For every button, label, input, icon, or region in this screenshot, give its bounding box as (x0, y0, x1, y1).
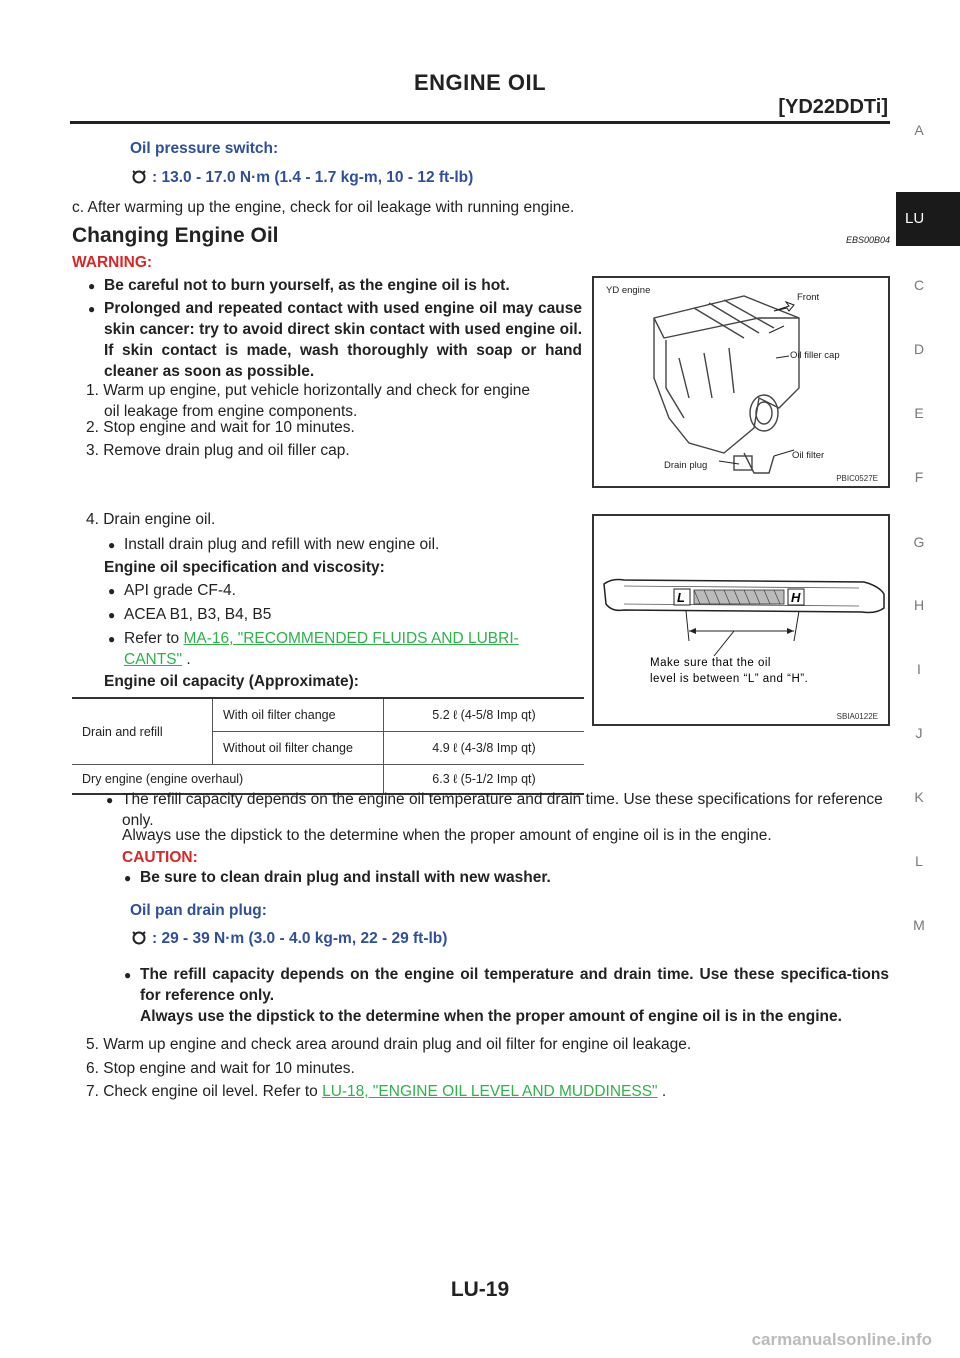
side-index-h[interactable]: H (913, 597, 925, 613)
table-cell: With oil filter change (213, 699, 384, 732)
link-recommended-fluids-cont[interactable]: CANTS" (124, 651, 183, 668)
side-index-i[interactable]: I (917, 661, 921, 677)
engine-illustration (594, 278, 888, 486)
torque-value-oil-pressure-switch: : 13.0 - 17.0 N·m (1.4 - 1.7 kg-m, 10 - 12 ft-lb) (130, 167, 473, 187)
side-index-lu-active[interactable]: LU (896, 192, 960, 246)
step-6: 6. Stop engine and wait for 10 minutes. (86, 1060, 355, 1077)
step-c: c. After warming up the engine, check for oil leakage with running engine. (72, 199, 575, 216)
step-1-cont: oil leakage from engine components. (104, 403, 358, 420)
warning-item: ● Prolonged and repeated contact with used engine oil may cause skin cancer: try to avoid direct skin contact with used engine oil. If skin contact is made, wash thoroughly with soap or hand cleaner as soon as possible. (104, 298, 582, 382)
torque-wrench-icon (130, 928, 148, 946)
refill-note-cont: Always use the dipstick to the determine when the proper amount of engine oil is in the engine. (122, 827, 772, 844)
figure-id: SBIA0122E (836, 712, 878, 721)
spec-item-refer: ● Refer to MA-16, "RECOMMENDED FLUIDS AND LUBRI- (124, 628, 584, 649)
spec-item-refer-cont: CANTS" . (124, 651, 191, 668)
refill-note: ● The refill capacity depends on the engine oil temperature and drain time. Use these specifications for reference only. (122, 789, 889, 831)
figure-engine (592, 276, 890, 488)
step-1: 1. Warm up engine, put vehicle horizontally and check for engine (86, 382, 531, 399)
step-3: 3. Remove drain plug and oil filler cap. (86, 442, 350, 459)
table-cell: 6.3 ℓ (5-1/2 Imp qt) (432, 772, 536, 786)
side-index-e[interactable]: E (914, 405, 924, 421)
step-2: 2. Stop engine and wait for 10 minutes. (86, 419, 355, 436)
warning-label: WARNING: (72, 254, 153, 271)
spec-title: Engine oil specification and viscosity: (104, 559, 385, 576)
dipstick-caption-line2: level is between “L” and “H”. (650, 673, 809, 685)
side-index-g[interactable]: G (913, 534, 925, 550)
watermark: carmanualsonline.info (751, 1330, 932, 1349)
table-cell: Drain and refill (72, 699, 213, 765)
side-index-j[interactable]: J (915, 725, 923, 741)
table-row (72, 699, 584, 732)
caution-item: ● Be sure to clean drain plug and install with new washer. (140, 867, 551, 888)
spec-item: ● API grade CF-4. (124, 580, 236, 601)
torque-wrench-icon (130, 167, 148, 185)
section-code: EBS00B04 (845, 235, 890, 245)
torque-label-oil-pressure-switch: Oil pressure switch: (130, 140, 279, 157)
table-cell: 4.9 ℓ (4-3/8 Imp qt) (384, 732, 585, 765)
dipstick-mark-h: H (791, 590, 801, 605)
page-title: ENGINE OIL (413, 70, 547, 95)
table-cell: 5.2 ℓ (4-5/8 Imp qt) (384, 699, 585, 732)
side-index-a[interactable]: A (914, 122, 924, 138)
side-index-k[interactable]: K (914, 789, 924, 805)
torque-label-oil-pan-drain-plug: Oil pan drain plug: (130, 902, 267, 919)
step-4: 4. Drain engine oil. (86, 511, 216, 528)
figure-id: PBIC0527E (836, 474, 878, 483)
table-cell: Dry engine (engine overhaul) (72, 765, 384, 794)
side-index-l[interactable]: L (915, 853, 923, 869)
caution-label: CAUTION: (122, 849, 198, 866)
figure-dipstick (592, 514, 890, 726)
torque-value-oil-pan-drain-plug: : 29 - 39 N·m (3.0 - 4.0 kg-m, 22 - 29 ft-lb) (130, 928, 447, 948)
refill-note-bold-cont: Always use the dipstick to the determine when the proper amount of engine oil is in the engine. (140, 1008, 842, 1025)
dipstick-caption-line1: Make sure that the oil (650, 657, 771, 669)
step-4-bullet: ● Install drain plug and refill with new engine oil. (124, 534, 439, 555)
table-cell: Without oil filter change (213, 732, 384, 765)
capacity-title: Engine oil capacity (Approximate): (104, 673, 359, 690)
dipstick-illustration (594, 516, 888, 724)
engine-code: [YD22DDTi] (778, 96, 888, 118)
dipstick-mark-l: L (677, 590, 685, 605)
fig1-label-oil-filter: Oil filter (792, 450, 825, 461)
capacity-table (72, 697, 584, 795)
link-engine-oil-level[interactable]: LU-18, "ENGINE OIL LEVEL AND MUDDINESS" (322, 1083, 658, 1100)
side-index-f[interactable]: F (914, 469, 924, 485)
fig1-label-yd-engine: YD engine (606, 285, 651, 296)
step-5: 5. Warm up engine and check area around drain plug and oil filter for engine oil leakage. (86, 1036, 692, 1053)
section-title: Changing Engine Oil (72, 224, 279, 247)
refill-note-bold: ● The refill capacity depends on the engine oil temperature and drain time. Use these specifica-tions for reference only. (140, 964, 889, 1006)
front-arrow-icon (774, 302, 794, 311)
header-rule (70, 121, 890, 124)
link-recommended-fluids[interactable]: MA-16, "RECOMMENDED FLUIDS AND LUBRI- (183, 630, 519, 647)
fig1-label-oil-filler-cap: Oil filler cap (790, 350, 840, 361)
warning-item: ● Be careful not to burn yourself, as the engine oil is hot. (104, 275, 582, 296)
side-index-c[interactable]: C (913, 277, 925, 293)
side-index-d[interactable]: D (913, 341, 925, 357)
side-index-m[interactable]: M (913, 917, 925, 933)
spec-item: ● ACEA B1, B3, B4, B5 (124, 604, 271, 625)
fig1-label-front: Front (797, 292, 820, 303)
step-7: 7. Check engine oil level. Refer to LU-18, "ENGINE OIL LEVEL AND MUDDINESS" . (86, 1083, 667, 1100)
fig1-label-drain-plug: Drain plug (664, 460, 708, 471)
page-number: LU-19 (450, 1278, 510, 1301)
